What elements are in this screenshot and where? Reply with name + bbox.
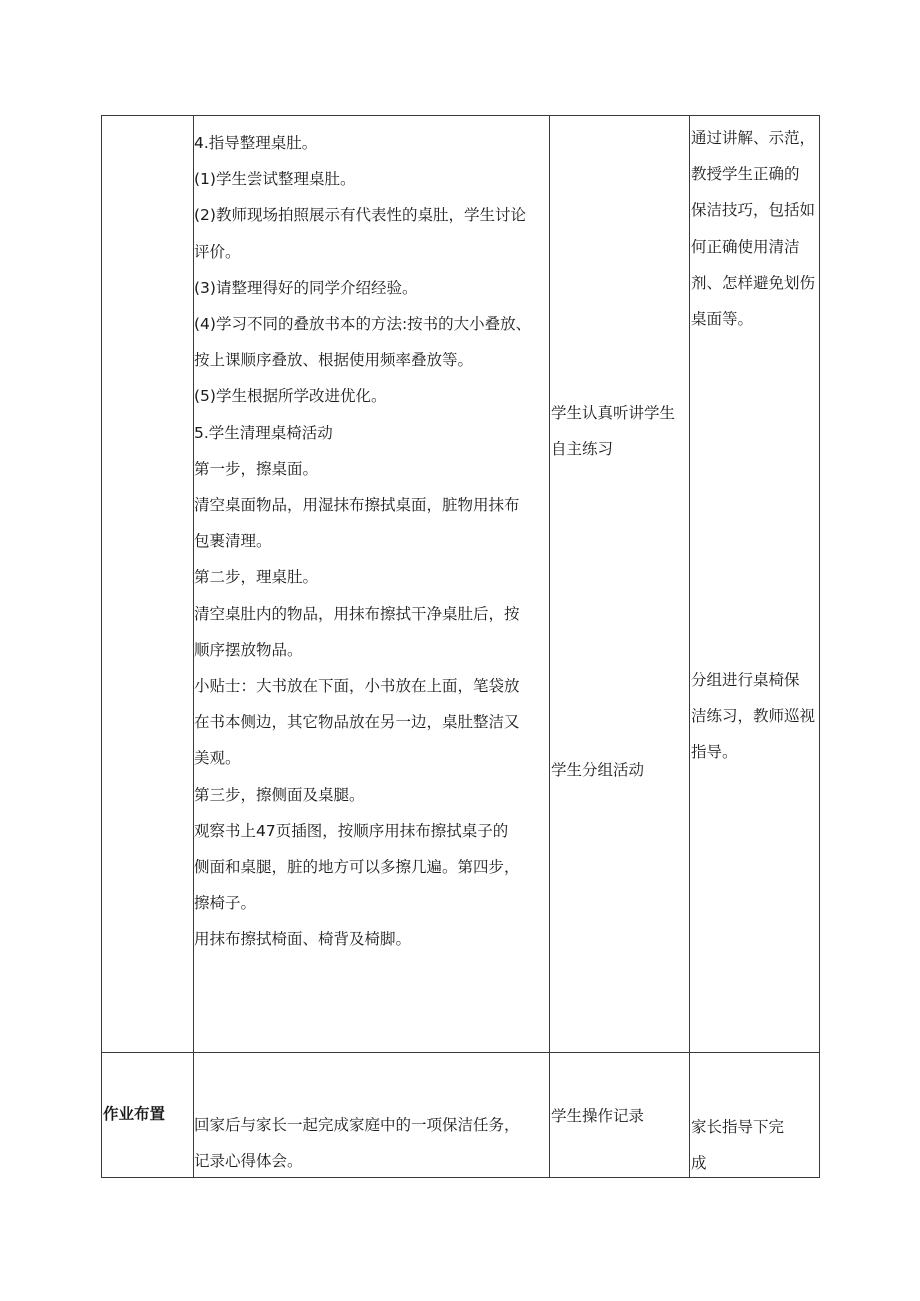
- design-intent-line: 何正确使用清洁: [691, 237, 800, 256]
- process-line: 清空桌肚内的物品，用抹布擦拭干净桌肚后，按: [194, 604, 520, 623]
- process-line: 5.学生清理桌椅活动: [194, 423, 333, 442]
- process-line: 在书本侧边，其它物品放在另一边，桌肚整洁又: [194, 713, 520, 732]
- homework-student-line: 学生操作记录: [551, 1107, 645, 1125]
- process-line: 侧面和桌腿，脏的地方可以多擦几遍。第四步，: [194, 858, 520, 877]
- design-intent-line: 桌面等。: [691, 310, 754, 329]
- design-intent-line: 保洁技巧，包括如: [691, 201, 816, 220]
- table-border-left: [101, 115, 102, 1178]
- student-activity-cell-1: [551, 395, 687, 467]
- process-line: 4.指导整理桌肚。: [194, 134, 318, 152]
- student-activity-line: 自主练习: [551, 440, 614, 459]
- process-line: 顺序摆放物品。: [194, 640, 303, 659]
- process-line: 清空桌面物品，用湿抹布擦拭桌面，脏物用抹布: [194, 496, 520, 515]
- design-intent-cell-1: [691, 120, 819, 337]
- design-intent-line: 通过讲解、示范，: [691, 129, 816, 147]
- process-line: (3)请整理得好的同学介绍经验。: [194, 278, 418, 297]
- process-line: 评价。: [194, 242, 241, 261]
- process-line: (5)学生根据所学改进优化。: [194, 387, 387, 406]
- process-line: 按上课顺序叠放、根据使用频率叠放等。: [194, 351, 474, 370]
- process-line: 小贴士：大书放在下面，小书放在上面，笔袋放: [194, 677, 520, 696]
- student-activity-cell-2: [551, 752, 687, 788]
- table-row-divider: [101, 1052, 820, 1053]
- process-line: 观察书上47页插图，按顺序用抹布擦拭桌子的: [194, 821, 509, 840]
- design-intent-line: 洁练习，教师巡视: [691, 707, 816, 726]
- process-line: 美观。: [194, 749, 241, 768]
- design-intent-line: 剂、怎样避免划伤: [691, 273, 816, 292]
- process-line: (4)学习不同的叠放书本的方法:按书的大小叠放、: [194, 315, 532, 334]
- student-activity-line: 学生认真听讲学生: [551, 404, 676, 422]
- homework-intent-line: 成: [691, 1154, 707, 1173]
- process-line: 用抹布擦拭椅面、椅背及椅脚。: [194, 930, 412, 949]
- process-line: 第三步，擦侧面及桌腿。: [194, 785, 365, 804]
- process-line: 擦椅子。: [194, 894, 257, 913]
- homework-content-cell: [194, 1107, 546, 1179]
- homework-intent-line: 家长指导下完: [691, 1118, 785, 1136]
- table-border-top: [101, 115, 820, 116]
- column-divider-3: [689, 115, 690, 1178]
- homework-line: 回家后与家长一起完成家庭中的一项保洁任务，: [194, 1116, 520, 1134]
- process-line: 包裹清理。: [194, 532, 272, 551]
- process-line: 第一步，擦桌面。: [194, 459, 319, 478]
- homework-line: 记录心得体会。: [194, 1152, 303, 1171]
- table-border-right: [819, 115, 820, 1178]
- teaching-process-cell: [194, 125, 546, 958]
- process-line: (1)学生尝试整理桌肚。: [194, 170, 356, 189]
- student-activity-line: 学生分组活动: [551, 761, 645, 779]
- homework-label: 作业布置: [103, 1105, 166, 1123]
- homework-intent-cell: [691, 1109, 819, 1181]
- lesson-plan-table: [101, 115, 820, 1177]
- design-intent-line: 教授学生正确的: [691, 165, 800, 184]
- homework-student-cell: [551, 1098, 687, 1134]
- process-line: (2)教师现场拍照展示有代表性的桌肚，学生讨论: [194, 206, 526, 225]
- process-line: 第二步，理桌肚。: [194, 568, 319, 587]
- design-intent-line: 分组进行桌椅保: [691, 671, 800, 689]
- design-intent-cell-2: [691, 662, 819, 771]
- column-divider-2: [549, 115, 550, 1178]
- design-intent-line: 指导。: [691, 743, 738, 762]
